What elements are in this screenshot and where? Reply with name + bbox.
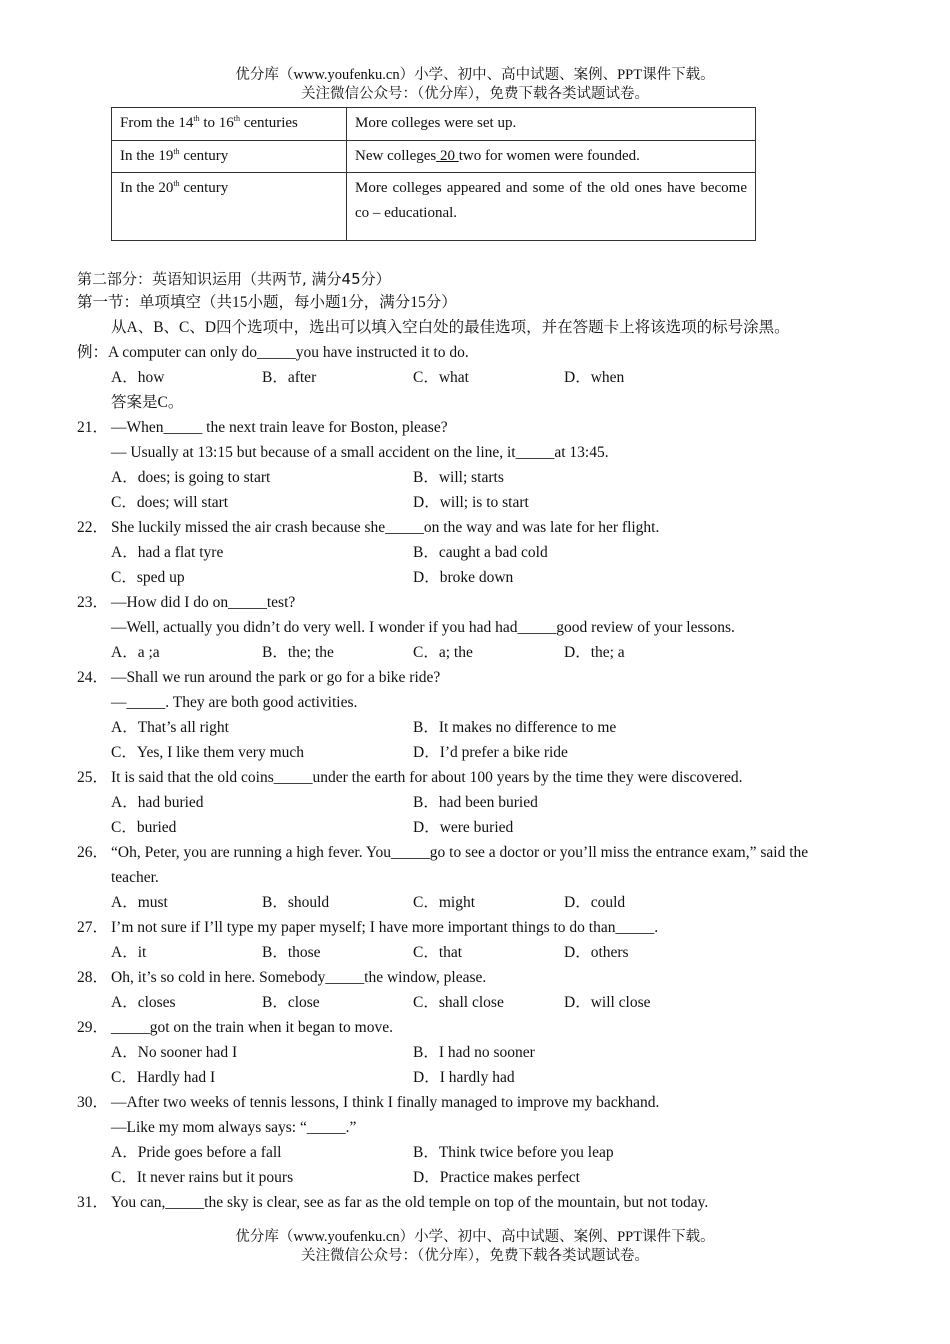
section-subtitle: 第一节：单项填空（共15小题，每小题1分，满分15分） [77, 294, 457, 311]
question-stem: — Usually at 13:15 but because of a small accident on the line, it_____at 13:45. [111, 444, 609, 461]
question-stem: teacher. [111, 869, 159, 886]
question-number: 26． [77, 844, 109, 861]
option-d: D．were buried [413, 819, 514, 836]
question-stem: It is said that the old coins_____under the earth for about 100 years by the time they were discovered. [111, 769, 743, 786]
option-c: C．might [413, 894, 476, 911]
part-title: 第二部分：英语知识运用（共两节, 满分45分） [77, 270, 391, 288]
option-a: A．That’s all right [111, 719, 229, 736]
history-table [111, 107, 756, 241]
table-row [112, 141, 756, 173]
question-number: 28． [77, 969, 109, 986]
question-stem: I’m not sure if I’ll type my paper myself; I have more important things to do than_____. [111, 919, 659, 936]
example-answer: 答案是C。 [111, 394, 184, 411]
option-b: B．Think twice before you leap [413, 1144, 614, 1161]
question-number: 31． [77, 1194, 109, 1211]
table-cell: More colleges appeared and some of the old ones have become co – educational. [347, 173, 756, 241]
example-option-d: D．when [564, 369, 625, 386]
option-b: B．I had no sooner [413, 1044, 535, 1061]
answer-blank: 20 [436, 148, 459, 164]
question-stem: —_____. They are both good activities. [111, 694, 358, 711]
option-a: A．Pride goes before a fall [111, 1144, 282, 1161]
option-c: C．It never rains but it pours [111, 1169, 294, 1186]
option-b: B．close [262, 994, 320, 1011]
question-number: 30． [77, 1094, 109, 1111]
option-c: C．sped up [111, 569, 185, 586]
option-d: D．could [564, 894, 626, 911]
footer-line-1: 优分库（www.youfenku.cn）小学、初中、高中试题、案例、PPT课件下载。 [235, 1229, 715, 1245]
question-stem: —After two weeks of tennis lessons, I think I finally managed to improve my backhand. [111, 1094, 660, 1111]
option-d: D．I’d prefer a bike ride [413, 744, 568, 761]
option-a: A．must [111, 894, 168, 911]
question-number: 24． [77, 669, 109, 686]
option-c: C．Yes, I like them very much [111, 744, 305, 761]
option-d: D．I hardly had [413, 1069, 515, 1086]
header-line-2: 关注微信公众号：（优分库），免费下载各类试题试卷。 [301, 86, 649, 102]
header-line-1: 优分库（www.youfenku.cn）小学、初中、高中试题、案例、PPT课件下载。 [235, 67, 715, 83]
question-number: 29． [77, 1019, 109, 1036]
option-c: C．a; the [413, 644, 473, 661]
footer-line-2: 关注微信公众号：（优分库），免费下载各类试题试卷。 [301, 1248, 649, 1264]
option-d: D．will close [564, 994, 651, 1011]
option-c: C．shall close [413, 994, 504, 1011]
option-a: A．No sooner had I [111, 1044, 238, 1061]
option-a: A．had a flat tyre [111, 544, 224, 561]
instruction: 从A、B、C、D四个选项中，选出可以填入空白处的最佳选项，并在答题卡上将该选项的标号涂黑。 [111, 319, 790, 336]
question-stem: She luckily missed the air crash because she_____on the way and was late for her flight. [111, 519, 660, 536]
option-a: A．had buried [111, 794, 204, 811]
option-d: D．Practice makes perfect [413, 1169, 580, 1186]
question-stem: —Shall we run around the park or go for a bike ride? [111, 669, 441, 686]
option-b: B．had been buried [413, 794, 538, 811]
question-stem: —How did I do on_____test? [111, 594, 296, 611]
option-b: B．should [262, 894, 330, 911]
table-cell: New colleges 20 two for women were founded. [347, 141, 756, 173]
option-a: A．a ;a [111, 644, 160, 661]
example-stem: 例：A computer can only do_____you have instructed it to do. [77, 344, 469, 361]
option-b: B．the; the [262, 644, 334, 661]
question-stem: —When_____ the next train leave for Boston, please? [111, 419, 448, 436]
question-stem: Oh, it’s so cold in here. Somebody_____the window, please. [111, 969, 487, 986]
example-option-b: B．after [262, 369, 317, 386]
question-number: 21． [77, 419, 109, 436]
question-stem: —Well, actually you didn’t do very well. I wonder if you had had_____good review of your lessons. [111, 619, 735, 636]
question-number: 27． [77, 919, 109, 936]
question-stem: _____got on the train when it began to move. [111, 1019, 393, 1036]
question-stem: “Oh, Peter, you are running a high fever. You_____go to see a doctor or you’ll miss the entrance exam,” said the [111, 844, 809, 861]
option-c: C．Hardly had I [111, 1069, 216, 1086]
option-a: A．closes [111, 994, 176, 1011]
option-d: D．the; a [564, 644, 625, 661]
option-b: B．will; starts [413, 469, 504, 486]
option-c: C．does; will start [111, 494, 229, 511]
question-number: 22． [77, 519, 109, 536]
example-option-a: A．how [111, 369, 165, 386]
table-row [112, 108, 756, 141]
option-d: D．broke down [413, 569, 514, 586]
option-b: B．caught a bad cold [413, 544, 548, 561]
option-a: A．does; is going to start [111, 469, 271, 486]
option-b: B．It makes no difference to me [413, 719, 617, 736]
option-b: B．those [262, 944, 321, 961]
option-a: A．it [111, 944, 147, 961]
question-number: 23． [77, 594, 109, 611]
option-d: D．others [564, 944, 629, 961]
table-cell: In the 19th century [112, 141, 347, 173]
question-stem: You can,_____the sky is clear, see as far as the old temple on top of the mountain, but not today. [111, 1194, 709, 1211]
table-cell: From the 14th to 16th centuries [112, 108, 347, 141]
table-cell: In the 20th century [112, 173, 347, 241]
table-cell: More colleges were set up. [347, 108, 756, 141]
example-option-c: C．what [413, 369, 469, 386]
question-stem: —Like my mom always says: “_____.” [111, 1119, 357, 1136]
table-row [112, 173, 756, 241]
option-c: C．buried [111, 819, 177, 836]
option-c: C．that [413, 944, 463, 961]
option-d: D．will; is to start [413, 494, 529, 511]
question-number: 25． [77, 769, 109, 786]
